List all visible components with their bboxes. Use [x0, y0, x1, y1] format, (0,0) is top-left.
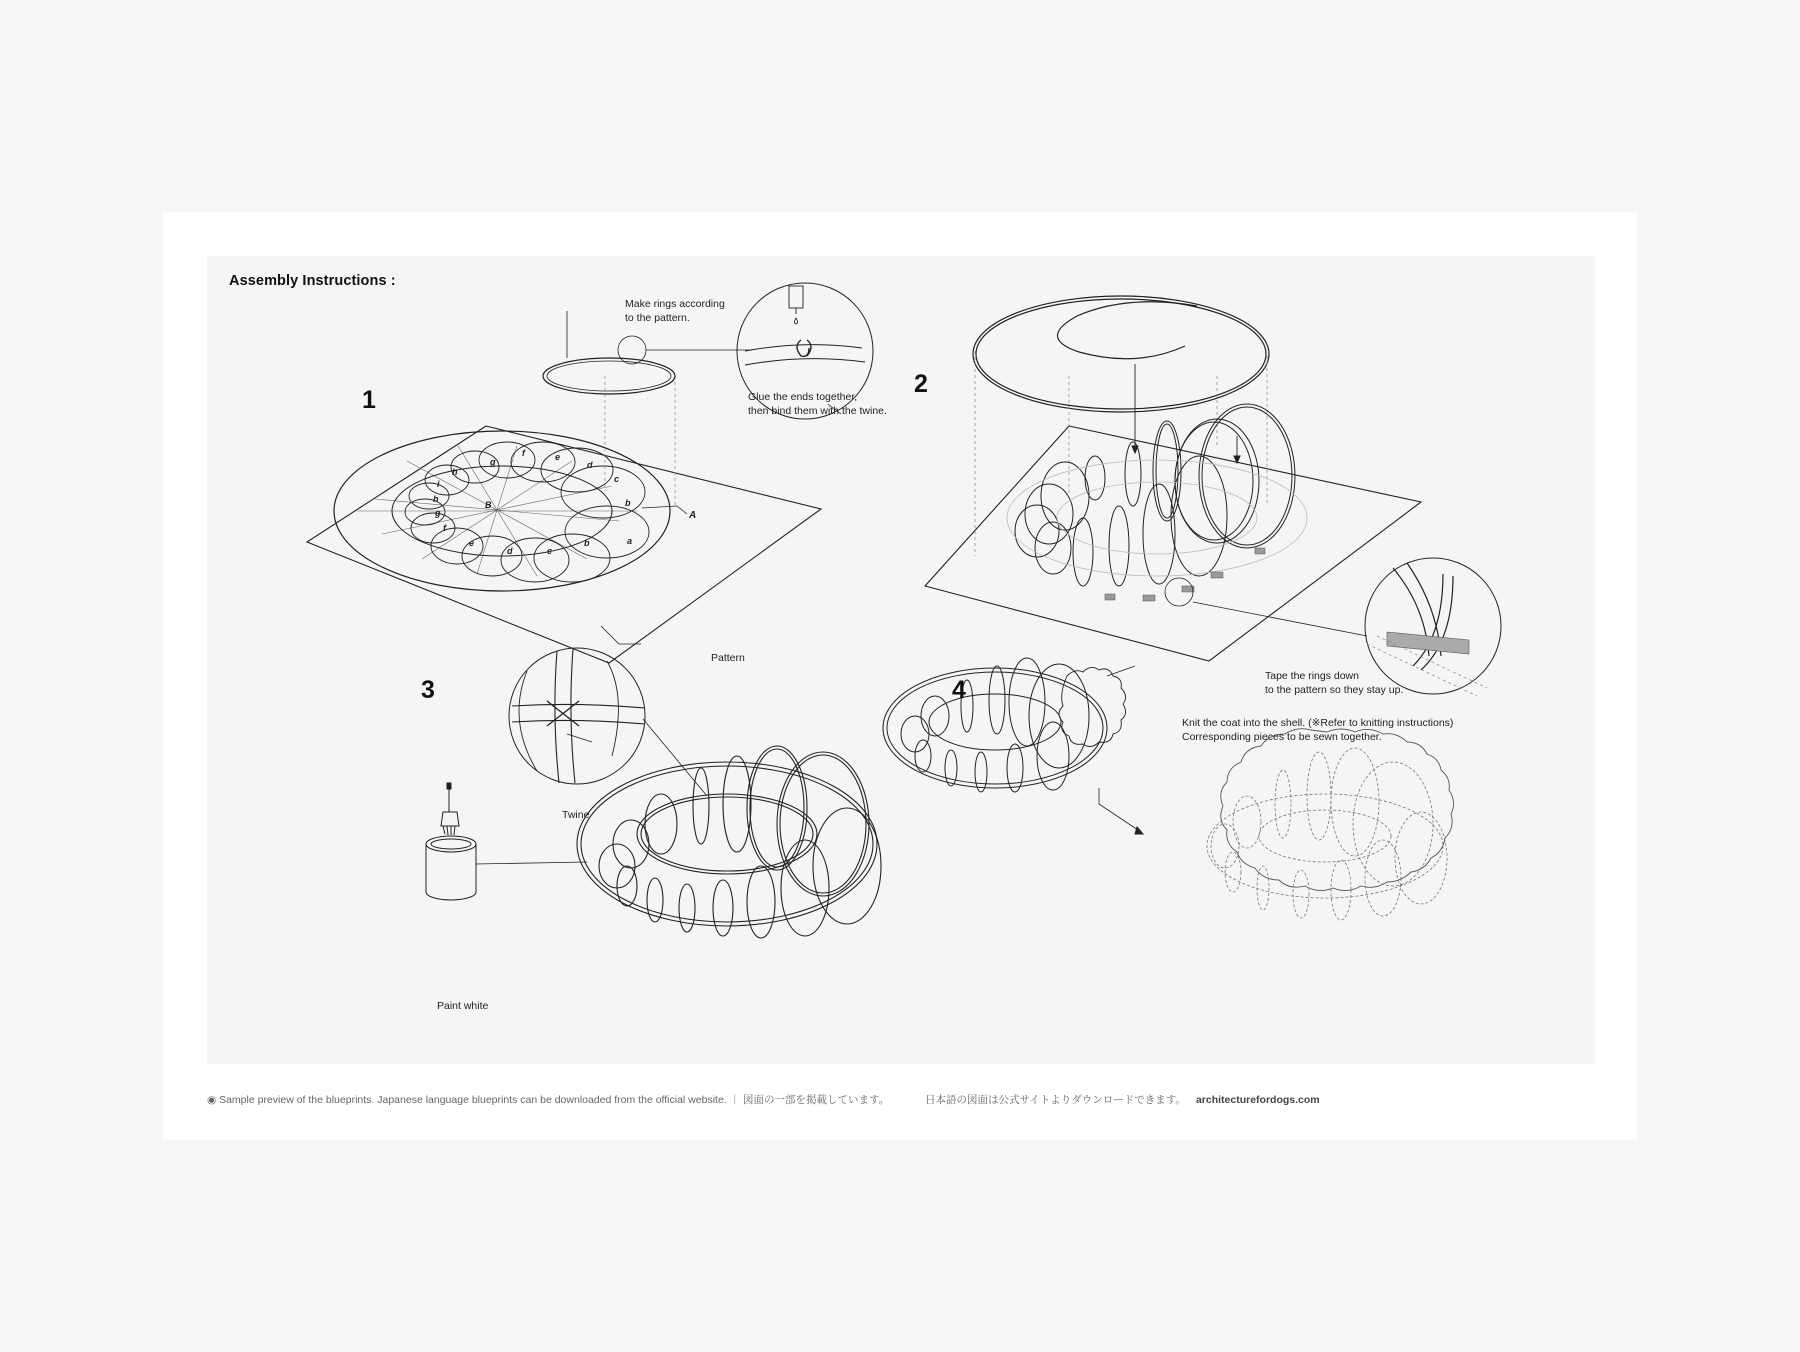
step-number-3: 3: [421, 676, 435, 704]
svg-text:c: c: [547, 546, 553, 556]
assembly-diagram: [207, 256, 1595, 1064]
site-link[interactable]: architecturefordogs.com: [1195, 1094, 1320, 1106]
svg-text:d: d: [507, 546, 513, 556]
blueprint-card: [163, 212, 1637, 1140]
svg-text:a: a: [627, 536, 633, 546]
svg-text:c: c: [614, 474, 620, 484]
svg-text:d: d: [587, 460, 593, 470]
svg-text:e: e: [555, 452, 561, 462]
svg-text:h: h: [433, 494, 439, 504]
svg-text:f: f: [443, 523, 446, 533]
tape-note: [1265, 669, 1403, 697]
make-rings-line-1: Make rings according: [625, 298, 725, 310]
instructions-panel: [207, 256, 1595, 1064]
svg-text:B: B: [485, 500, 492, 510]
tape-line-1: Tape the rings down: [1265, 670, 1359, 682]
step-number-1: 1: [362, 386, 376, 414]
footer-text-en: ◉ Sample preview of the blueprints. Japanese language blueprints can be downloaded from the official website. ｜ 図面の一部を掲載しています。: [207, 1094, 890, 1106]
make-rings-line-2: to the pattern.: [625, 312, 690, 324]
svg-text:i: i: [437, 479, 440, 489]
svg-text:e: e: [469, 538, 475, 548]
torus-frame: [577, 762, 877, 926]
svg-text:g: g: [435, 508, 441, 518]
footer: [207, 1092, 1320, 1107]
svg-text:f: f: [522, 448, 525, 458]
paint-can-icon: [426, 783, 476, 900]
knit-note: [1182, 716, 1453, 744]
step-2-drawing: [925, 296, 1501, 696]
tape-line-2: to the pattern so they stay up.: [1265, 684, 1404, 696]
footer-text-jp: 日本語の図面は公式サイトよりダウンロードできます。: [925, 1094, 1186, 1106]
glue-note: [748, 390, 887, 418]
knit-line-1: Knit the coat into the shell. (※Refer to knitting instructions): [1182, 717, 1454, 729]
svg-text:b: b: [625, 498, 631, 508]
svg-text:h: h: [452, 467, 458, 477]
svg-text:b: b: [584, 538, 590, 548]
single-ring: [543, 358, 675, 394]
knitted-coat: [1221, 729, 1454, 891]
paint-label: Paint white: [437, 1000, 489, 1012]
glue-line-1: Glue the ends together,: [748, 391, 858, 403]
pattern-label: Pattern: [711, 652, 745, 664]
knit-line-2: Corresponding pieces to be sewn together.: [1182, 731, 1382, 743]
pattern-sheet-2: [925, 426, 1421, 661]
pattern-sheet: [307, 426, 821, 663]
step-number-2: 2: [914, 370, 928, 398]
step-1-drawing: [307, 283, 873, 663]
coat-piece-small: [1059, 667, 1126, 746]
twine-label: Twine: [562, 809, 590, 821]
step-4-drawing: [883, 658, 1454, 920]
pattern-letter-a: A: [689, 510, 697, 521]
make-rings-note: [625, 297, 725, 325]
footer-jp-group: [925, 1092, 1320, 1107]
step-3-drawing: [426, 648, 881, 938]
twine-detail: [509, 648, 645, 784]
page-title: Assembly Instructions :: [229, 273, 396, 289]
step-number-4: 4: [952, 676, 966, 704]
glue-line-2: then bind them with the twine.: [748, 405, 887, 417]
svg-text:g: g: [490, 457, 496, 467]
